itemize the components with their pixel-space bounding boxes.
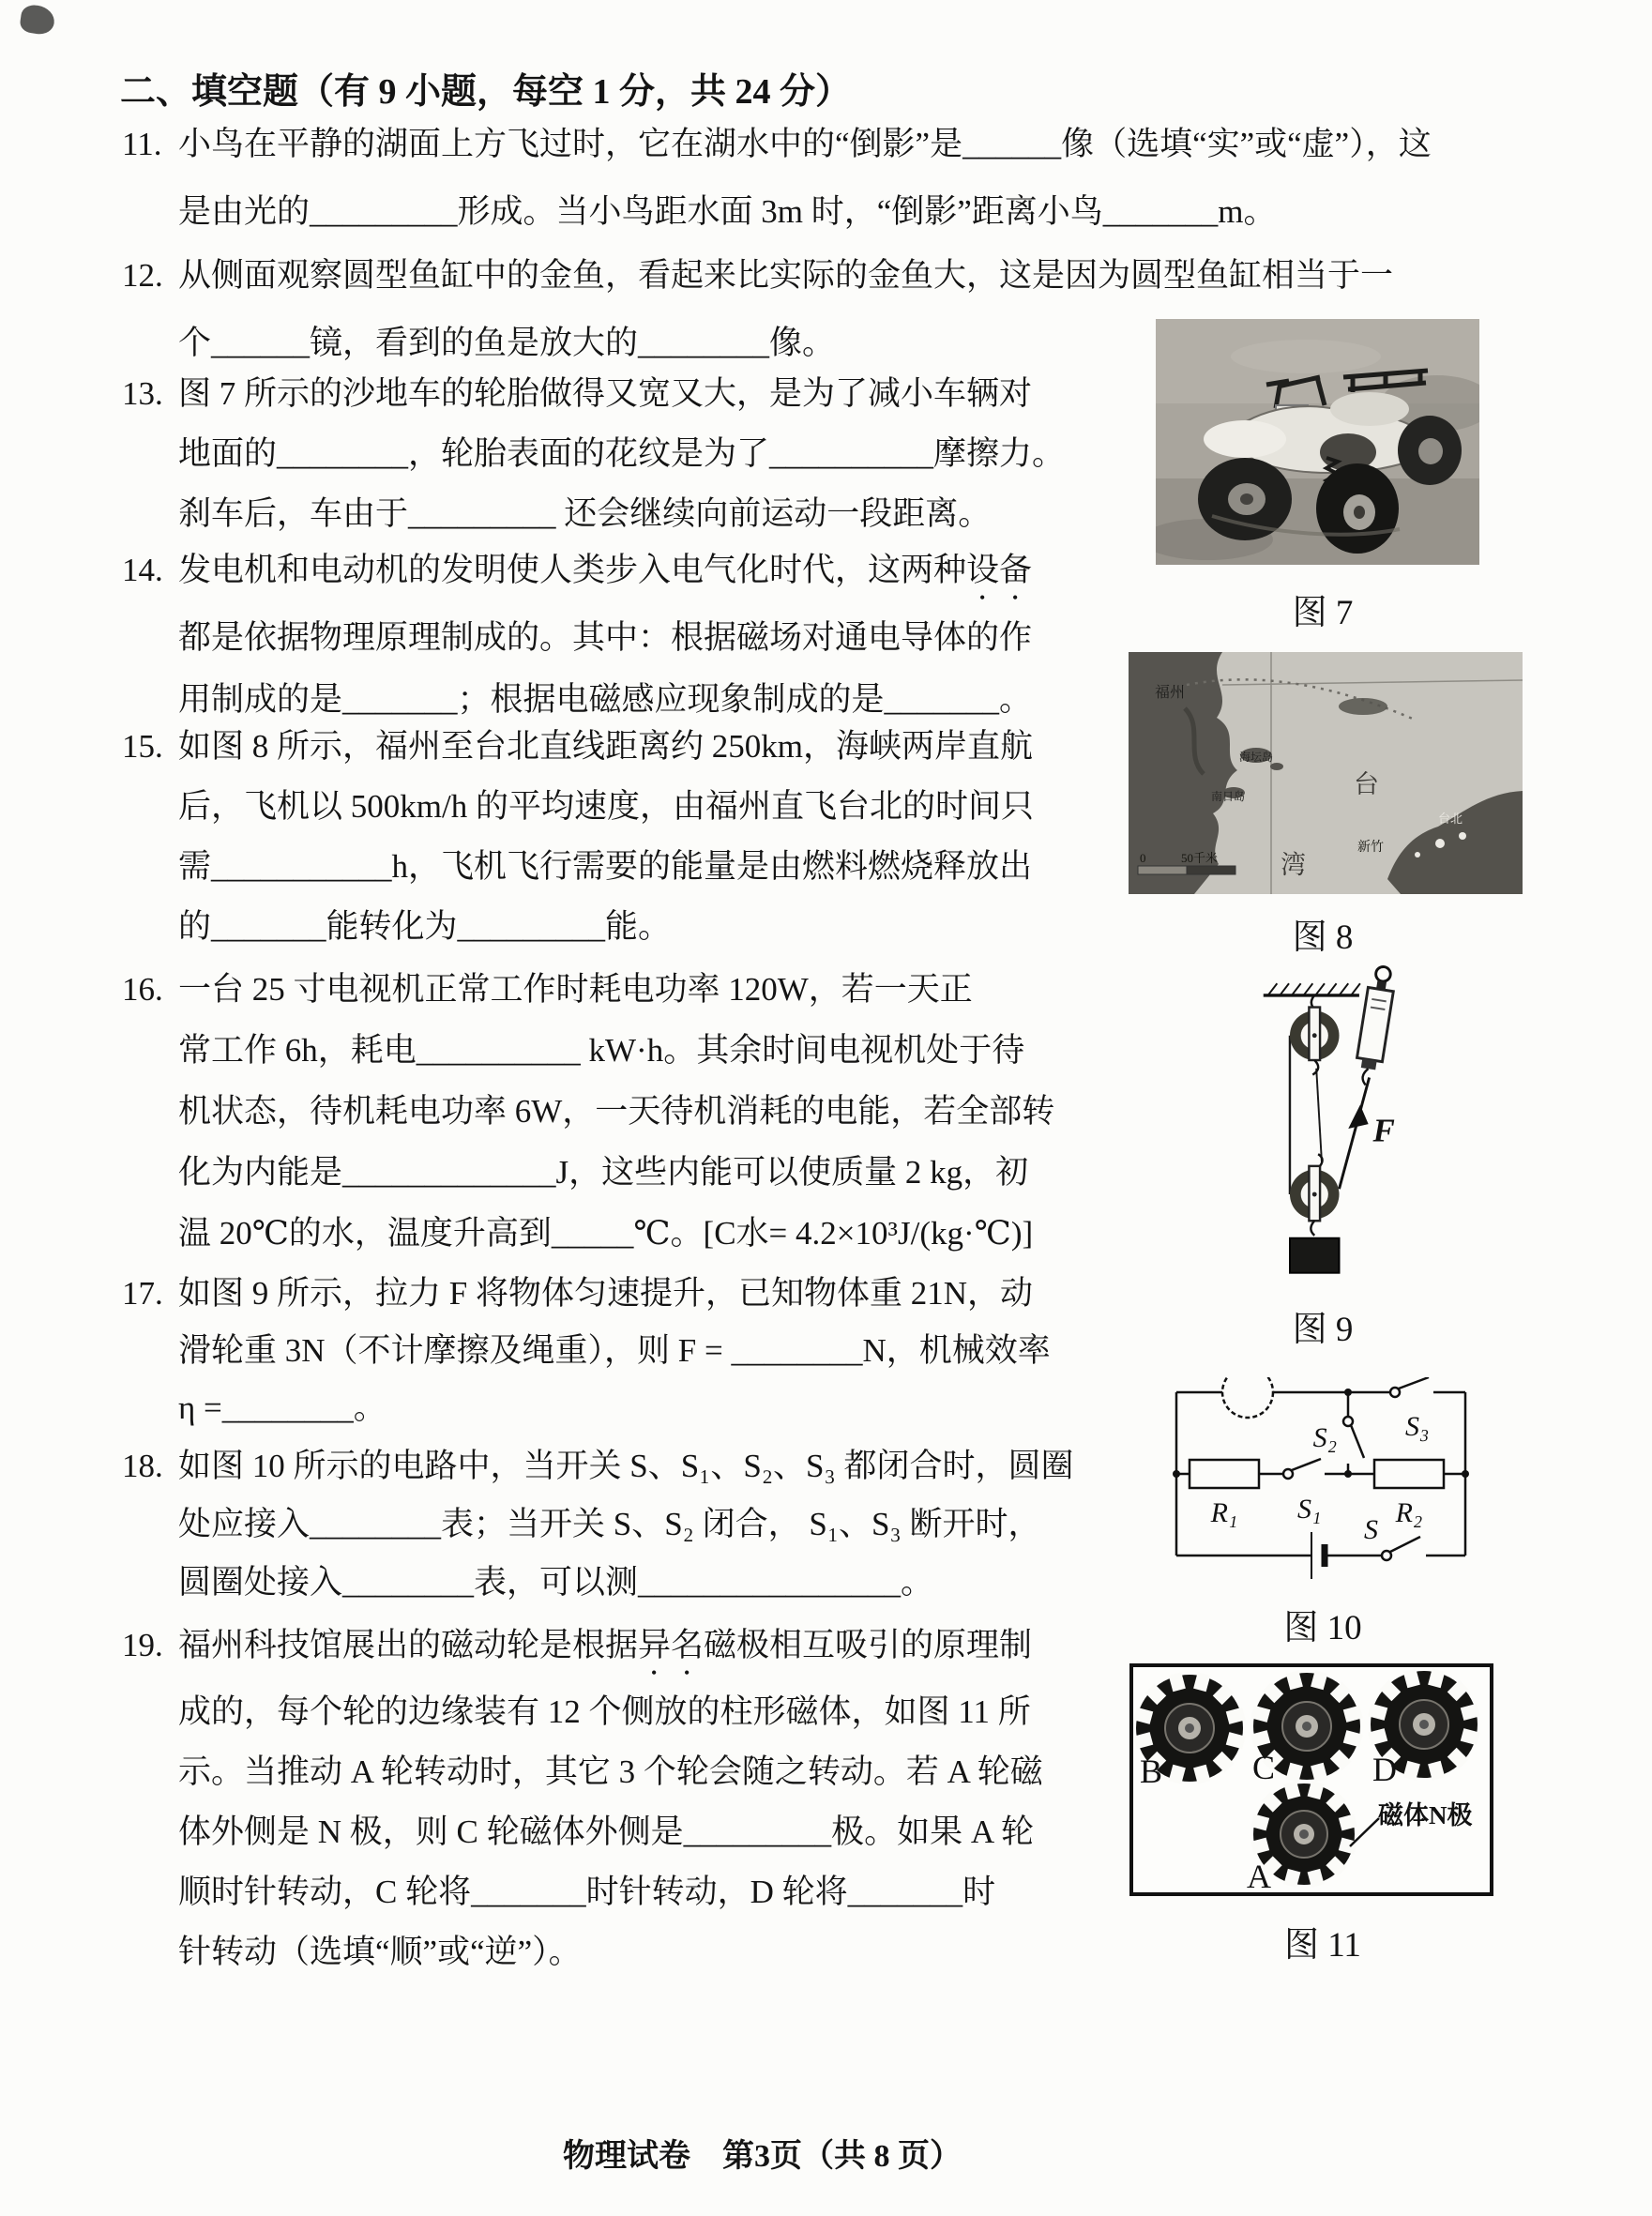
question-17-line-1: 如图 9 所示，拉力 F 将物体匀速提升，已知物体重 21N，动 [178,1275,1033,1312]
force-arrow [1348,1105,1368,1129]
magnet-wheels-diagram [1129,1662,1494,1897]
hanging-weight [1290,1238,1340,1273]
question-13-number: 13. [122,375,163,412]
switch-s1-label: S₁ [1297,1494,1322,1525]
question-14-emphasized-text: 设备 [966,552,1033,588]
question-14-line-2: 都是依据物理原理制成的。其中：根据磁场对通电导体的作 [178,619,1033,656]
question-19-line-3: 示。当推动 A 轮转动时，其它 3 个轮会随之转动。若 A 轮磁 [178,1753,1043,1790]
wheel-d-label: D [1372,1751,1397,1788]
question-12-line-1: 从侧面观察圆型鱼缸中的金鱼，看起来比实际的金鱼大，这是因为圆型鱼缸相当于一 [178,257,1394,294]
map-label-wan: 湾 [1281,851,1306,879]
question-19-line-4: 体外侧是 N 极，则 C 轮磁体外侧是_________极。如果 A 轮 [178,1814,1034,1850]
map-label-fuzhou: 福州 [1155,685,1186,701]
figure-9-pulley-diagram [1229,959,1417,1301]
question-18-line-1: 如图 10 所示的电路中，当开关 S、S₁、S₂、S₃ 都闭合时，圆圈 [178,1448,1074,1484]
wheel-a-label: A [1247,1858,1271,1895]
figure-11-magnet-wheels [1129,1662,1494,1902]
question-11-line-2: 是由光的_________形成。当小鸟距水面 3m 时，“倒影”距离小鸟_______m。 [178,193,1277,230]
pulley-diagram [1229,959,1417,1297]
question-16-line-4: 化为内能是_____________J，这些内能可以使质量 2 kg，初 [178,1154,1029,1191]
question-15-line-4: 的_______能转化为_________能。 [178,908,672,945]
ceiling-hatching [1268,983,1360,995]
resistor-r2 [1374,1460,1444,1488]
question-13-line-3: 刹车后，车由于_________ 还会继续向前运动一段距离。 [178,495,992,532]
question-19-line-1-post: 磁极相互吸引的原理制 [704,1627,1033,1663]
question-14-line-1-text: 发电机和电动机的发明使人类步入电气化时代，这两种 [178,552,967,588]
meter-placeholder-circle [1222,1377,1273,1418]
question-19-line-6: 针转动（选填“顺”或“逆”）。 [178,1934,582,1970]
question-18-line-2: 处应接入________表；当开关 S、S₂ 闭合， S₁、S₃ 断开时， [178,1506,1041,1542]
question-19-number: 19. [122,1627,163,1663]
question-13 [122,364,1065,544]
figure-7-atv-photo [1156,319,1479,569]
question-18 [122,1437,1073,1612]
switch-s2-label: S₂ [1312,1422,1337,1453]
resistor-r1 [1190,1460,1259,1488]
figure-10-caption: 图 10 [1283,1609,1362,1647]
map-scale-50km: 50千米 [1181,851,1219,865]
wheel-c-label: C [1252,1749,1276,1786]
map-label-xinzhu: 新竹 [1357,841,1384,855]
rope-middle [1316,1069,1322,1163]
question-19 [122,1616,1043,1982]
question-12-line-2: 个______镜，看到的鱼是放大的________像。 [178,325,836,361]
question-15 [122,717,1034,957]
question-16-line-3: 机状态，待机耗电功率 6W，一天待机消耗的电能，若全部转 [178,1093,1055,1130]
question-19-line-2: 成的，每个轮的边缘装有 12 个侧放的柱形磁体，如图 11 所 [178,1693,1031,1730]
question-16-number: 16. [122,971,163,1008]
question-19-line-1 [178,1616,1043,1682]
question-12-number: 12. [122,257,163,294]
question-11 [122,111,1432,246]
map-scale-zero: 0 [1140,851,1146,865]
resistor-r2-label: R₂ [1395,1497,1423,1528]
question-16-line-2: 常工作 6h，耗电__________ kW·h。其余时间电视机处于待 [178,1032,1025,1069]
question-15-line-3: 需___________h，飞机飞行需要的能量是由燃料燃烧释放出 [178,848,1033,885]
rope-free-end [1340,1077,1370,1189]
figure-9-caption: 图 9 [1292,1311,1354,1349]
figure-8-strait-map [1129,652,1523,899]
question-14 [122,539,1032,731]
resistor-r1-label: R₁ [1210,1497,1238,1528]
wheel-b-label: B [1140,1753,1163,1790]
switch-s3-label: S₃ [1405,1411,1430,1442]
map-label-taibei: 台北 [1438,812,1463,826]
question-19-emphasized-text: 异名 [638,1627,705,1663]
figure-10-circuit-diagram [1163,1377,1473,1588]
map-label-nanridao: 南日岛 [1211,790,1246,803]
circuit-diagram [1163,1377,1473,1584]
question-16-line-1: 一台 25 寸电视机正常工作时耗电功率 120W，若一天正 [178,971,973,1008]
question-11-line-1: 小鸟在平静的湖面上方飞过时，它在湖水中的“倒影”是______像（选填“实”或“虚”），这 [178,126,1432,162]
question-15-line-2: 后，飞机以 500km/h 的平均速度，由福州直飞台北的时间只 [178,788,1034,825]
question-18-line-3: 圆圈处接入________表，可以测________________。 [178,1564,934,1601]
question-17-number: 17. [122,1275,163,1312]
question-14-line-1 [178,539,1032,607]
question-17-line-3: η =________。 [178,1389,386,1426]
question-16-line-5: 温 20℃的水，温度升高到_____℃。[C水= 4.2×10³J/(kg·℃)] [178,1215,1034,1252]
map-label-haitandao: 海坛岛 [1239,751,1274,764]
atv-photo [1156,319,1479,565]
question-13-line-2: 地面的________，轮胎表面的花纹是为了__________摩擦力。 [178,435,1066,472]
question-18-number: 18. [122,1448,163,1484]
question-15-line-1: 如图 8 所示，福州至台北直线距离约 250km，海峡两岸直航 [178,728,1033,765]
switch-s-label: S [1364,1514,1378,1545]
page-footer: 物理试卷 第3页（共 8 页） [563,2139,962,2174]
question-13-line-1: 图 7 所示的沙地车的轮胎做得又宽又大，是为了减小车辆对 [178,375,1033,412]
question-16 [122,959,1054,1264]
question-17-line-2: 滑轮重 3N（不计摩擦及绳重），则 F = ________N，机械效率 [178,1332,1051,1369]
question-14-line-3: 用制成的是_______；根据电磁感应现象制成的是_______。 [178,681,1033,718]
scan-artifact-mark [19,4,56,37]
question-19-line-5: 顺时针转动，C 轮将_______时针转动，D 轮将_______时 [178,1874,996,1910]
figure-8-caption: 图 8 [1292,918,1354,957]
question-17 [122,1265,1051,1436]
question-11-number: 11. [122,126,162,162]
section-title: 二、填空题（有 9 小题，每空 1 分，共 24 分） [120,72,852,112]
n-pole-label: 磁体N极 [1378,1801,1473,1829]
question-15-number: 15. [122,728,163,765]
figure-7-caption: 图 7 [1292,594,1354,632]
map-label-tai: 台 [1354,770,1379,798]
figure-11-caption: 图 11 [1284,1926,1361,1965]
strait-map [1129,652,1523,894]
force-label: F [1372,1112,1395,1149]
question-14-number: 14. [122,552,163,588]
question-19-line-1-pre: 福州科技馆展出的磁动轮是根据 [178,1627,639,1663]
